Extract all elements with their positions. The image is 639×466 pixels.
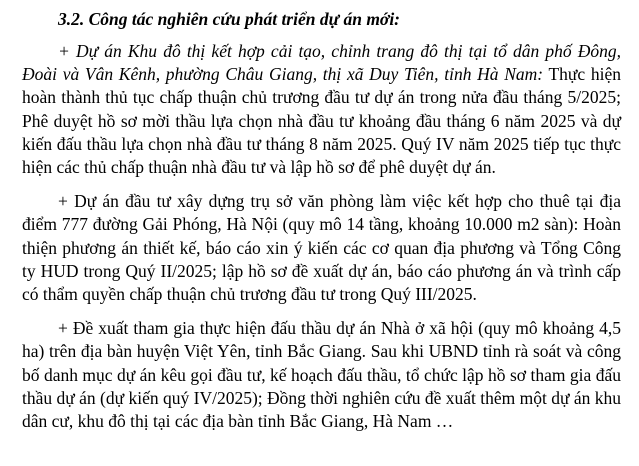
paragraph-project-chau-giang <box>22 40 621 179</box>
paragraph-body: Thực hiện hoàn thành thủ tục chấp thuận chủ trương đầu tư dự án trong nửa đầu tháng 5/2025; Phê duyệt hồ sơ mời thầu lựa chọn nhà đầu tư khoảng đầu tháng 6 năm 2025 và dự kiến đấu thầu lựa chọn nhà đầu tư tháng 8 năm 2025. Quý IV năm 2025 tiếp tục thực hiện các thủ chấp thuận nhà đầu tư và lập hồ sơ để phê duyệt dự án. <box>22 64 621 178</box>
paragraph-body: + Đề xuất tham gia thực hiện đấu thầu dự án Nhà ở xã hội (quy mô khoảng 4,5 ha) trên địa bàn huyện Việt Yên, tỉnh Bắc Giang. Sau khi UBND tỉnh rà soát và công bố danh mục dự án kêu gọi đầu tư, kế hoạch đấu thầu, tổ chức lập hồ sơ tham gia đấu thầu dự án (dự kiến quý IV/2025); Đồng thời nghiên cứu đề xuất thêm một dự án khu dân cư, khu đô thị tại các địa bàn tỉnh Bắc Giang, Hà Nam … <box>22 318 621 431</box>
section-heading: 3.2. Công tác nghiên cứu phát triển dự án mới: <box>58 9 401 29</box>
paragraph-project-viet-yen <box>22 317 621 433</box>
paragraph-body: + Dự án đầu tư xây dựng trụ sở văn phòng làm việc kết hợp cho thuê tại địa điểm 777 đường Gải Phóng, Hà Nội (quy mô 14 tầng, khoảng 10.000 m2 sàn): Hoàn thiện phương án thiết kế, báo cáo xin ý kiến các cơ quan địa phương và Tổng Công ty HUD trong Quý II/2025; lập hồ sơ đề xuất dự án, báo cáo phương án và trình cấp có thẩm quyền chấp thuận chủ trương đầu tư trong Quý III/2025. <box>22 191 621 304</box>
paragraph-italic-lead: + Dự án Khu đô thị kết hợp cải tạo, chỉnh trang đô thị tại tổ dân phố Đông, Đoài và Vân Kênh, phường Châu Giang, thị xã Duy Tiên, tỉnh Hà Nam: <box>22 41 621 85</box>
paragraph-project-giai-phong <box>22 190 621 306</box>
